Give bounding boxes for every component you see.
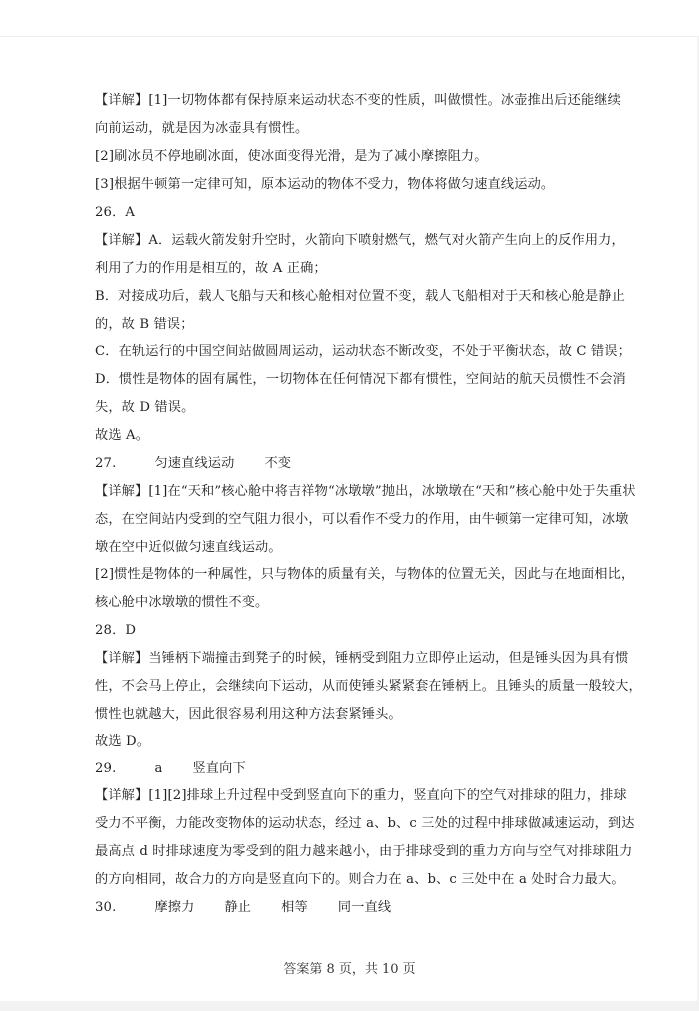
paragraph-q26-detail-6: D．惯性是物体的固有属性，一切物体在任何情况下都有惯性，空间站的航天员惯性不会消 — [95, 372, 626, 387]
page-content — [95, 87, 642, 922]
answer-blank-2: 静止 — [224, 900, 252, 915]
paragraph-q29-detail-4: 的方向相同，故合力的方向是竖直向下的。则合力在 a、b、c 三处中在 a 处时合力最大。 — [95, 872, 625, 887]
question-26-answer: 26．A — [95, 205, 136, 220]
answer-blank-1: 摩擦力 — [154, 900, 195, 915]
question-28-answer: 28．D — [95, 623, 137, 638]
paragraph-q27-detail-4: [2]惯性是物体的一种属性，只与物体的质量有关，与物体的位置无关，因此与在地面相比， — [95, 567, 635, 582]
paragraph-q26-conclusion: 故选 A。 — [95, 428, 150, 443]
paragraph-q26-detail-3: B．对接成功后，载人飞船与天和核心舱相对位置不变，载人飞船相对于天和核心舱是静止 — [95, 289, 625, 304]
bottom-gap — [0, 1001, 699, 1011]
paragraph-q26-detail-1: 【详解】A．运载火箭发射升空时，火箭向下喷射燃气，燃气对火箭产生向上的反作用力， — [95, 233, 625, 248]
paragraph-q25-detail-4: [3]根据牛顿第一定律可知，原本运动的物体不受力，物体将做匀速直线运动。 — [95, 177, 555, 192]
answer-blank-2: 竖直向下 — [192, 761, 246, 776]
question-number: 27. — [95, 456, 117, 471]
paragraph-q25-detail-3: [2]刷冰员不停地刷冰面，使冰面变得光滑，是为了减小摩擦阻力。 — [95, 149, 488, 164]
paragraph-q25-detail-2: 向前运动，就是因为冰壶具有惯性。 — [95, 121, 309, 136]
question-27-answer — [95, 450, 605, 478]
paragraph-q28-conclusion: 故选 D。 — [95, 734, 151, 749]
document-page — [0, 37, 697, 1006]
answer-blank-1: 匀速直线运动 — [154, 456, 235, 471]
paragraph-q29-detail-1: 【详解】[1][2]排球上升过程中受到竖直向下的重力，竖直向下的空气对排球的阻力，排球 — [95, 788, 627, 803]
answer-blank-3: 相等 — [281, 900, 308, 915]
paragraph-q28-detail-2: 性，不会马上停止，会继续向下运动，从而使锤头紧紧套在锤柄上。且锤头的质量一般较大， — [95, 679, 642, 694]
paragraph-q29-detail-3: 最高点 d 时排球速度为零受到的阻力越来越小，由于排球受到的重力方向与空气对排球阻力 — [95, 844, 633, 859]
paragraph-q27-detail-2: 态，在空间站内受到的空气阻力很小，可以看作不受力的作用，由牛顿第一定律可知，冰墩 — [95, 512, 629, 527]
page-footer: 答案第 8 页，共 10 页 — [283, 962, 416, 977]
paragraph-q25-detail-1: 【详解】[1]一切物体都有保持原来运动状态不变的性质，叫做惯性。冰壶推出后还能继续 — [95, 93, 621, 108]
paragraph-q29-detail-2: 受力不平衡，力能改变物体的运动状态，经过 a、b、c 三处的过程中排球做减速运动，到达 — [95, 816, 635, 831]
question-number: 30. — [95, 900, 117, 915]
paragraph-q27-detail-1: 【详解】[1]在“天和”核心舱中将吉祥物“冰墩墩”抛出，冰墩墩在“天和”核心舱中处于失重状 — [95, 484, 636, 499]
paragraph-q28-detail-3: 惯性也就越大，因此很容易利用这种方法套紧锤头。 — [95, 707, 402, 722]
paragraph-q26-detail-4: 的，故 B 错误； — [95, 317, 194, 332]
paragraph-q26-detail-2: 利用了力的作用是相互的，故 A 正确； — [95, 261, 327, 276]
question-30-answer — [95, 894, 605, 922]
paragraph-q27-detail-5: 核心舱中冰墩墩的惯性不变。 — [95, 595, 269, 610]
paragraph-q26-detail-5: C．在轨运行的中国空间站做圆周运动，运动状态不断改变，不处于平衡状态，故 C 错误； — [95, 344, 631, 359]
question-number: 29. — [95, 761, 117, 776]
paragraph-q27-detail-3: 墩在空中近似做匀速直线运动。 — [95, 540, 282, 555]
paragraph-q28-detail-1: 【详解】当锤柄下端撞击到凳子的时候，锤柄受到阻力立即停止运动，但是锤头因为具有惯 — [95, 651, 629, 666]
answer-blank-2: 不变 — [264, 456, 292, 471]
answer-blank-4: 同一直线 — [337, 900, 392, 915]
paragraph-q26-detail-7: 失，故 D 错误。 — [95, 400, 195, 415]
question-29-answer — [95, 755, 605, 782]
answer-blank-1: a — [154, 761, 163, 776]
